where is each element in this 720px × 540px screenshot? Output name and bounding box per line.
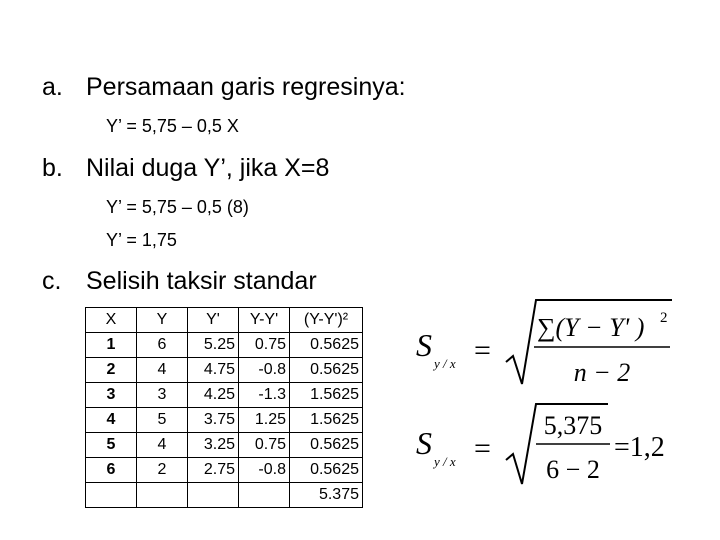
item-c-title: Selisih taksir standar — [86, 267, 317, 295]
cell-x: 5 — [86, 433, 137, 458]
cell-y-pred: 4.75 — [188, 358, 239, 383]
item-a-letter: a. — [42, 73, 63, 101]
standard-error-formula — [412, 292, 697, 402]
item-a-title: Persamaan garis regresinya: — [86, 73, 406, 101]
item-c-heading — [42, 266, 317, 296]
item-a-heading — [42, 72, 406, 102]
formula1-lhs: S — [416, 327, 432, 363]
cell-y: 6 — [137, 333, 188, 358]
item-c-letter: c. — [42, 267, 62, 295]
table-row — [86, 458, 363, 483]
cell-y-pred: 3.75 — [188, 408, 239, 433]
cell-residual-squared: 0.5625 — [290, 358, 363, 383]
standard-error-result-formula — [412, 398, 697, 508]
cell-y: 4 — [137, 358, 188, 383]
cell-y-pred: 4.25 — [188, 383, 239, 408]
formula2-subscript: y / x — [434, 454, 456, 469]
formula2-denominator: 6 − 2 — [546, 455, 600, 484]
cell-residual: 0.75 — [239, 333, 290, 358]
cell-residual-squared: 0.5625 — [290, 433, 363, 458]
estimate-substitution: Y’ = 5,75 – 0,5 (8) — [106, 197, 249, 217]
header-y-pred: Y' — [188, 308, 239, 333]
formula1-numerator: ∑(Y − Y' ) — [537, 313, 645, 342]
cell-residual-squared: 1.5625 — [290, 408, 363, 433]
header-residual: Y-Y' — [239, 308, 290, 333]
cell-residual: 1.25 — [239, 408, 290, 433]
formula2-lhs: S — [416, 425, 432, 461]
table-row — [86, 383, 363, 408]
table-row — [86, 333, 363, 358]
cell-y: 3 — [137, 383, 188, 408]
table-header-row — [86, 308, 363, 333]
cell-residual-squared: 0.5625 — [290, 458, 363, 483]
formula1-denominator: n − 2 — [573, 358, 631, 387]
formula1-subscript: y / x — [434, 356, 456, 371]
formula1-equals: = — [474, 334, 491, 367]
header-residual-squared: (Y-Y')² — [290, 308, 363, 333]
header-x: X — [86, 308, 137, 333]
cell-y: 5 — [137, 408, 188, 433]
cell-residual: -0.8 — [239, 358, 290, 383]
table-row — [86, 408, 363, 433]
total-cell-empty — [137, 483, 188, 508]
cell-y-pred: 5.25 — [188, 333, 239, 358]
cell-residual: -1.3 — [239, 383, 290, 408]
cell-residual-squared: 0.5625 — [290, 333, 363, 358]
item-b-heading — [42, 153, 329, 183]
item-b-letter: b. — [42, 154, 63, 182]
table-total-row — [86, 483, 363, 508]
formula1-exponent: 2 — [660, 310, 668, 326]
cell-residual: -0.8 — [239, 458, 290, 483]
cell-residual-squared: 1.5625 — [290, 383, 363, 408]
cell-y-pred: 2.75 — [188, 458, 239, 483]
cell-x: 6 — [86, 458, 137, 483]
header-y: Y — [137, 308, 188, 333]
total-sum: 5.375 — [290, 483, 363, 508]
cell-y-pred: 3.25 — [188, 433, 239, 458]
total-cell-empty — [86, 483, 137, 508]
formula2-result: =1,2 — [614, 432, 665, 463]
estimate-result: Y’ = 1,75 — [106, 230, 177, 250]
cell-y: 2 — [137, 458, 188, 483]
cell-x: 2 — [86, 358, 137, 383]
cell-x: 1 — [86, 333, 137, 358]
cell-x: 3 — [86, 383, 137, 408]
total-cell-empty — [188, 483, 239, 508]
regression-equation: Y’ = 5,75 – 0,5 X — [106, 116, 239, 136]
total-cell-empty — [239, 483, 290, 508]
table-row — [86, 433, 363, 458]
cell-residual: 0.75 — [239, 433, 290, 458]
formula2-equals: = — [474, 432, 491, 465]
item-b-title: Nilai duga Y’, jika X=8 — [86, 154, 330, 182]
cell-y: 4 — [137, 433, 188, 458]
cell-x: 4 — [86, 408, 137, 433]
formula2-numerator: 5,375 — [543, 411, 603, 440]
table-row — [86, 358, 363, 383]
regression-table — [85, 307, 363, 508]
